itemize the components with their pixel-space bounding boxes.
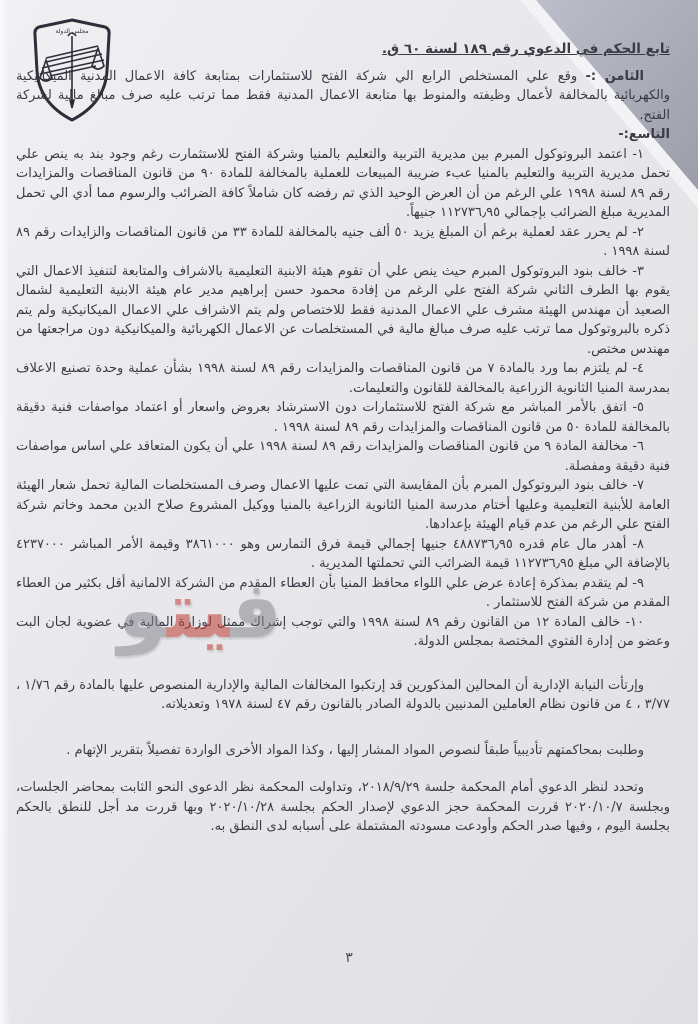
- prosecution-paragraph: وإرتأت النيابة الإدارية أن المحالين المذكورين قد إرتكبوا المخالفات المالية والإدارية المنصوص عليها بالمادة رقم ١/٧٦ ، ٣/٧٧ ، ٤ من قانون نظام العاملين المدنيين بالدولة الصادر بالقانون رقم ٤٧ لسنة ١٩٧٨ وتعديلاته.: [16, 677, 670, 712]
- charge-item-10: ١٠- خالف المادة ١٢ من القانون رقم ٨٩ لسنة ١٩٩٨ والتي توجب إشراك ممثل لوزارة المالية في عضوية لجان البت وعضو من إدارة الفتوي المختصة بمجلس الدولة.: [16, 614, 670, 649]
- charge-item-5: ٥- اتفق بالأمر المباشر مع شركة الفتح للاستثمارات دون الاسترشاد بعروض واسعار أو اعتماد مواصفات فنية دقيقة بالمخالفة للمادة ٥٠ من قانون المناقصات والمزايدات رقم ٨٩ لسنة ١٩٩٨ .: [16, 400, 670, 435]
- charge-item-8: ٨- أهدر مال عام قدره ٤٨٨٧٣٦٫٩٥ جنيها إجمالي قيمة فرق التمارس وهو ٣٨٦١٠٠٠ وقيمة الأمر المباشر ٤٢٣٧٠٠٠ بالإضافة الي مبلغ ١١٢٧٣٦٫٩٥ قيمة الضرائب التي تحملتها المديرية .: [16, 536, 670, 571]
- charge-eighth: [16, 67, 670, 126]
- charge-item-3: ٣- خالف بنود البروتوكول المبرم حيث ينص علي أن تقوم هيئة الابنية التعليمية بالاشراف والمتابعة لتنفيذ الاعمال التي يقوم بها الطرف الثاني شركة الفتح علي الرغم من إفادة محمود حسن إبراهيم مدير عام هيئة الابنية التعليمية لشمال الصعيد أن مهندس الهيئة مشرف علي الاعمال المدنية فقط للاختصاص ولم يتم الاشراف علي الاعمال الميكانيكية ولم يتم ذكره بالبروتوكول مما ترتب عليه صرف مبالغ مالية في المستخلصات عن الاعمال الكهربائية والميكانيكية دون مراجعتها من مهندس مختص.: [16, 263, 670, 357]
- watermark-letter: و: [118, 566, 167, 656]
- watermark-letter-red: يت: [166, 566, 231, 656]
- charge-eighth-body: وقع علي المستخلص الرابع الي شركة الفتح للاستثمارات بمتابعة كافة الاعمال المدنية الميكانيكية والكهربائية بالمخالفة لأعمال وظيفته والمنوط بها متابعة الاعمال المدنية فقط مما ترتب عليه صرف مبالغ مالية لشركة الفتح.: [16, 68, 670, 123]
- charge-item-9: ٩- لم يتقدم بمذكرة إعادة عرض علي اللواء محافظ المنيا بأن العطاء المقدم من الشركة الالمانية أقل بكثير من العطاء المقدم من شركة الفتح للاستثمار .: [16, 575, 670, 610]
- charge-item-4: ٤- لم يلتزم بما ورد بالمادة ٧ من قانون المناقصات والمزايدات رقم ٨٩ لسنة ١٩٩٨ بشأن عملية وحدة تصنيع الاعلاف بمدرسة المنيا الثانوية الزراعية بالمخالفة للقانون والتعليمات.: [16, 361, 670, 396]
- trial-request-paragraph: وطلبت بمحاكمتهم تأديبياً طبقاً لنصوص المواد المشار إليها ، وكذا المواد الأخرى الواردة تفصيلاً بتقرير الإتهام .: [66, 742, 644, 758]
- hearings-paragraph: وتحدد لنظر الدعوي أمام المحكمة جلسة ٢٠١٨/٩/٢٩، وتداولت المحكمة نظر الدعوى النحو الثابت بمحاضر الجلسات، وبجلسة ٢٠٢٠/١٠/٧ قررت المحكمة حجز الدعوي لإصدار الحكم بجلسة ٢٠٢٠/١٠/٢٨ وبها قررت مد أجل للنطق بالحكم بجلسة اليوم ، وفيها صدر الحكم وأودعت مسودته المشتملة على أسبابه لدى النطق به.: [16, 780, 670, 834]
- page-number: ٣: [345, 950, 353, 966]
- seal-caption: مجلس الدولة: [55, 28, 89, 35]
- watermark-letter: ف: [230, 566, 282, 656]
- charge-item-1: ١- اعتمد البروتوكول المبرم بين مديرية التربية والتعليم بالمنيا وشركة الفتح للاستثمارت رغم وجود بند به ينص علي تحمل مديرية التربية والتعليم بالمنيا عبء ضريبة المبيعات للعملية بالمخالفة للمادة ٩٠ من قانون المناقصات والمزايدات رقم ٨٩ لسنة ١٩٩٨ علي الرغم من أن العرض الوحيد الذي تم رفضه كان شاملاً كافة الضرائب والرسوم مما أدي الي تحمل المديرية مبلغ الضرائب بإجمالي ١١٢٧٣٦٫٩٥ جنيهاً.: [16, 146, 671, 220]
- charge-eighth-label: الثامن :-: [585, 68, 644, 84]
- charge-item-7: ٧- خالف بنود البروتوكول المبرم بأن المقايسة التي تمت عليها الاعمال وصرف المستخلصات المالية تحمل شعار الهيئة العامة للأبنية التعليمية وعليها أختام مدرسة المنيا الثانوية الزراعية بالمنيا ووكيل المشروع صلاح الدين محمد وخاتم شركة الفتح علي الرغم من عدم قيام الهيئة بإعدادها.: [16, 478, 670, 532]
- case-continuation-header: تابع الحكم في الدعوي رقم ١٨٩ لسنة ٦٠ ق.: [381, 41, 670, 57]
- charge-item-6: ٦- مخالفة المادة ٩ من قانون المناقصات والمزايدات رقم ٨٩ لسنة ١٩٩٨ علي أن يكون المتعاقد علي اساس مواصفات فنية دقيقة ومفصلة.: [16, 439, 670, 474]
- charge-item-2: ٢- لم يحرر عقد لعملية برغم أن المبلغ يزيد ٥٠ ألف جنيه بالمخالفة للمادة ٣٣ من قانون المناقصات والزايدات رقم ٨٩ لسنة ١٩٩٨ .: [16, 224, 670, 259]
- section-ninth-label: التاسع:-: [618, 127, 670, 142]
